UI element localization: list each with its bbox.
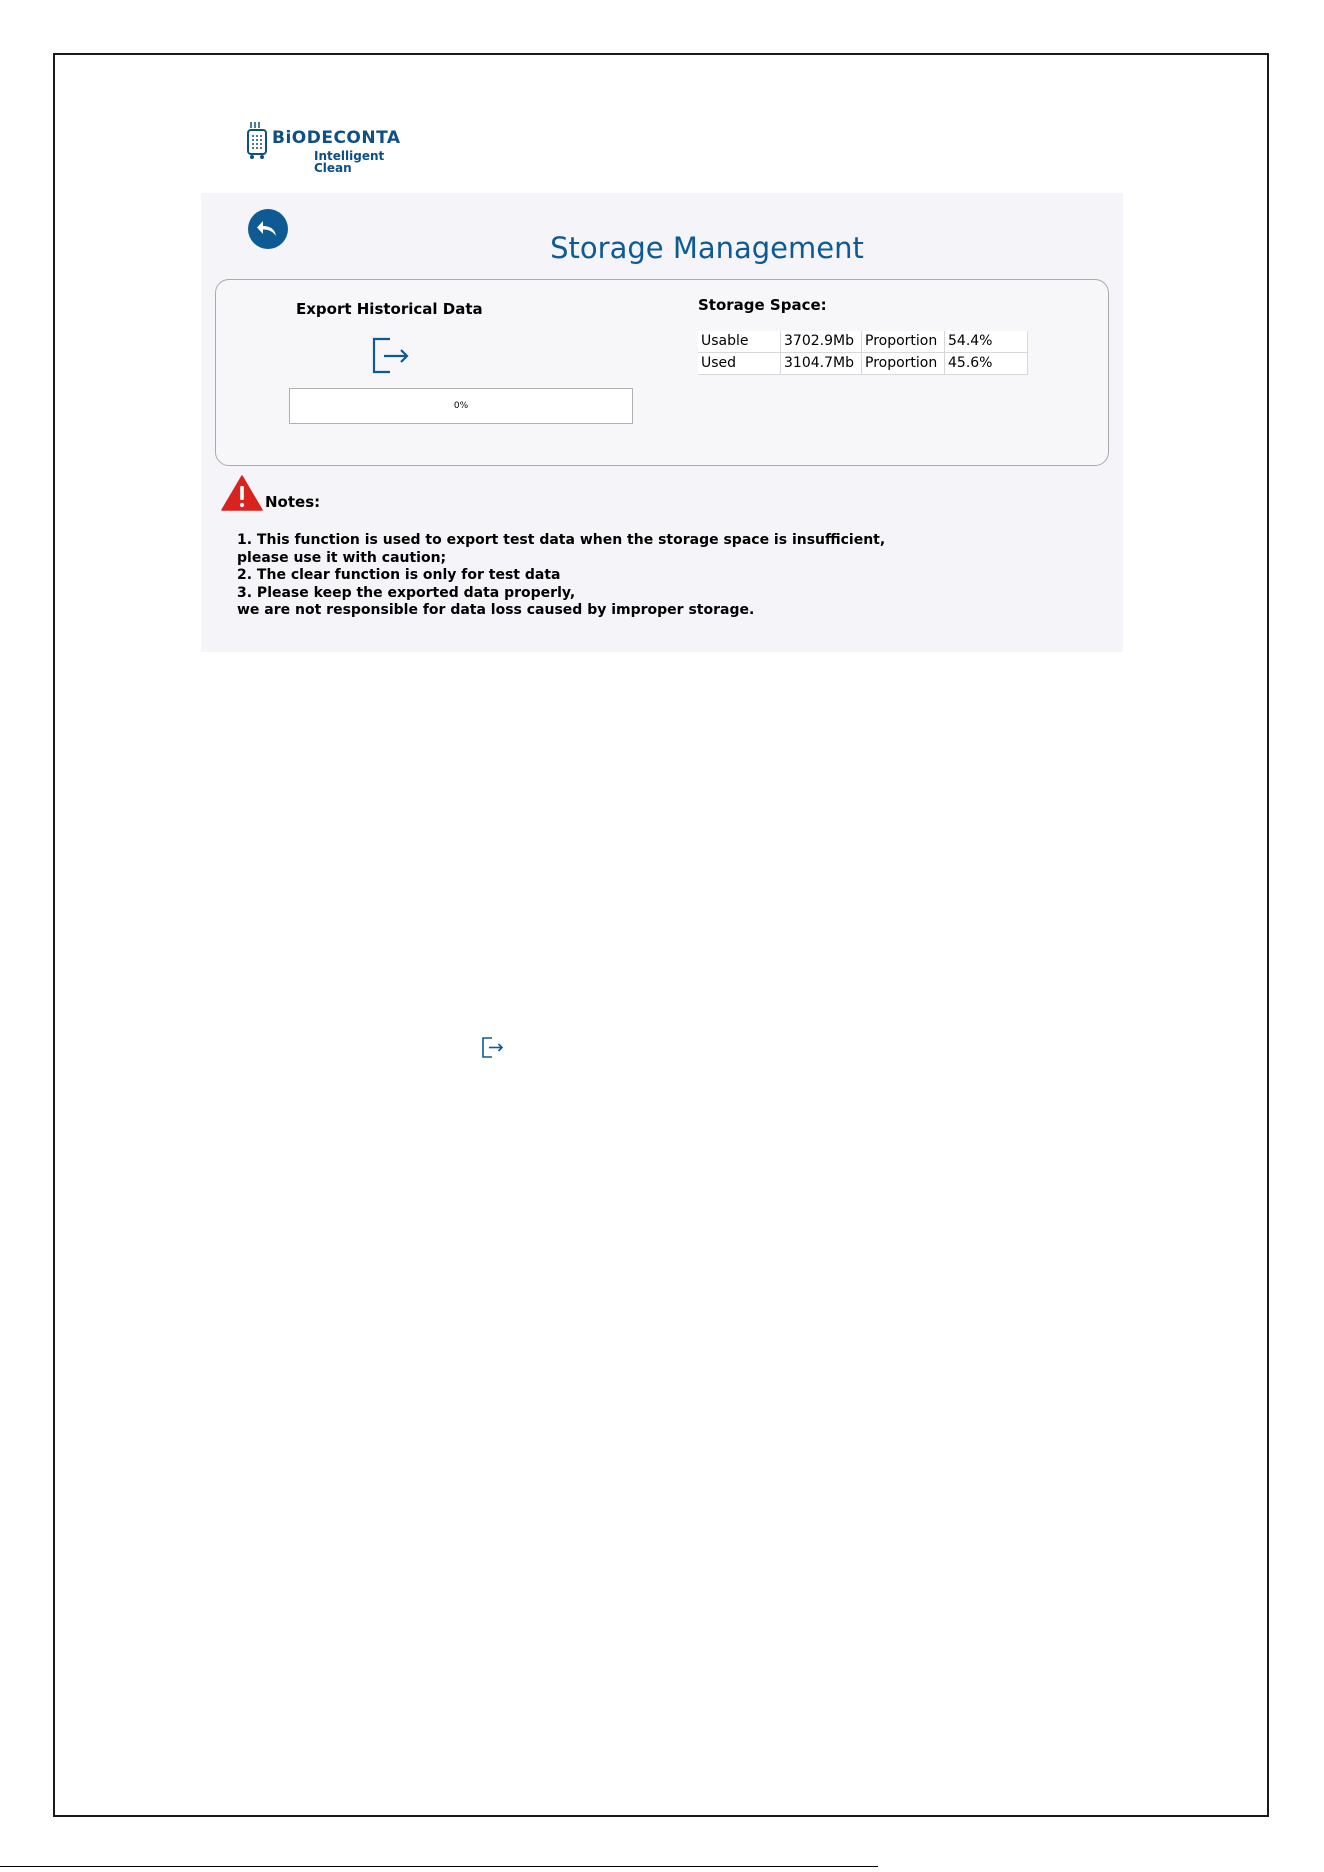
export-progress-bar [289, 388, 633, 424]
note-line: we are not responsible for data loss caused by improper storage. [237, 602, 755, 618]
storage-name-cell: Used [698, 353, 781, 375]
page-title: Storage Management [550, 231, 864, 265]
storage-percent-cell: 45.6% [945, 353, 1028, 375]
storage-size-cell: 3702.9Mb [781, 331, 862, 353]
storage-metric-cell: Proportion [862, 353, 945, 375]
footer-rule [0, 1866, 878, 1867]
storage-space-label: Storage Space: [698, 296, 827, 314]
storage-size-cell: 3104.7Mb [781, 353, 862, 375]
note-line: 2. The clear function is only for test data [237, 567, 561, 583]
storage-management-screen [201, 193, 1123, 652]
export-icon-small [481, 1036, 505, 1060]
warning-icon [221, 475, 263, 511]
storage-panel [215, 279, 1109, 466]
cleaner-device-icon [246, 120, 268, 162]
export-label: Export Historical Data [296, 300, 483, 318]
storage-percent-cell: 54.4% [945, 331, 1028, 353]
notes-title: Notes: [265, 493, 321, 511]
logo-tagline: Intelligent Clean [314, 149, 385, 175]
notes-list [237, 532, 885, 620]
table-row [698, 353, 1028, 375]
progress-text: 0% [453, 401, 469, 411]
table-row [698, 331, 1028, 353]
note-line: 3. Please keep the exported data properly, [237, 584, 576, 601]
note-line: please use it with caution; [237, 549, 447, 566]
export-icon[interactable] [371, 336, 411, 376]
note-line: 1. This function is used to export test data when the storage space is insufficient, [237, 532, 886, 548]
storage-name-cell: Usable [698, 331, 781, 353]
logo-wordmark: BiODECONTA [272, 128, 401, 148]
storage-table [698, 331, 1028, 375]
brand-logo [246, 120, 426, 175]
storage-metric-cell: Proportion [862, 331, 945, 353]
